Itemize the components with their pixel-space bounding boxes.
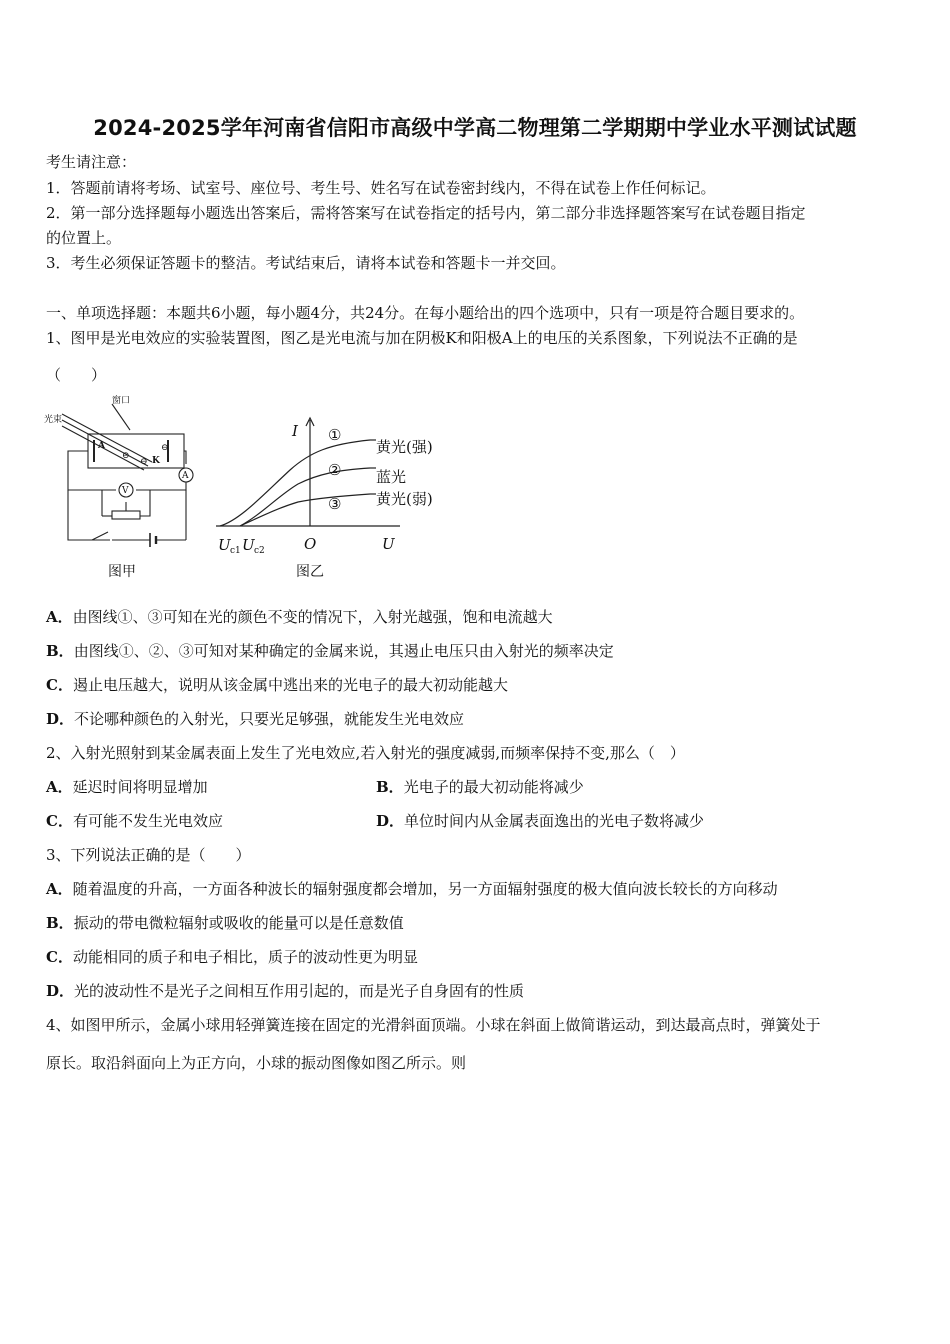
question-1-option-d: D．不论哪种颜色的入射光，只要光足够强，就能发生光电效应 xyxy=(46,710,465,728)
notice-item: 的位置上。 xyxy=(46,229,122,247)
ammeter-icon: A xyxy=(182,471,189,481)
notice-heading: 考生请注意： xyxy=(46,153,137,171)
question-3-stem: 3、下列说法正确的是（ ） xyxy=(46,846,251,864)
iu-graph-labels xyxy=(218,422,433,580)
axis-i-label: I xyxy=(292,422,298,440)
curve-2-marker: ② xyxy=(328,461,342,479)
page-title: 2024-2025学年河南省信阳市高级中学高二物理第二学期期中学业水平测试试题 xyxy=(93,116,857,140)
cathode-label: K xyxy=(152,456,160,466)
apparatus-diagram xyxy=(62,404,193,547)
beam-label: 光束 xyxy=(44,415,63,425)
svg-text:⊖: ⊖ xyxy=(122,451,130,461)
voltmeter-icon: V xyxy=(122,486,129,496)
question-2-option-a: A．延迟时间将明显增加 xyxy=(46,778,208,796)
photoelectric-figure xyxy=(40,392,460,587)
curve-1-label: 黄光(强) xyxy=(376,438,433,456)
figure-jia-label: 图甲 xyxy=(108,564,136,580)
curve-1-marker: ① xyxy=(328,426,342,444)
question-2-option-c: C．有可能不发生光电效应 xyxy=(46,812,223,830)
curve-2-label: 蓝光 xyxy=(376,468,407,486)
question-1-option-a: A．由图线①、③可知在光的颜色不变的情况下，入射光越强，饱和电流越大 xyxy=(46,608,553,626)
curve-3-label: 黄光(弱) xyxy=(376,490,433,508)
question-4-stem: 4、如图甲所示，金属小球用轻弹簧连接在固定的光滑斜面顶端。小球在斜面上做简谐运动，到达最高点时，弹簧处于 xyxy=(46,1016,821,1034)
question-3-option-a: A．随着温度的升高，一方面各种波长的辐射强度都会增加，另一方面辐射强度的极大值向波长较长的方向移动 xyxy=(46,880,778,898)
question-1-option-b: B．由图线①、②、③可知对某种确定的金属来说，其遏止电压只由入射光的频率决定 xyxy=(46,642,614,660)
question-3-option-d: D．光的波动性不是光子之间相互作用引起的，而是光子自身固有的性质 xyxy=(46,982,525,1000)
question-3-option-b: B．振动的带电微粒辐射或吸收的能量可以是任意数值 xyxy=(46,914,404,932)
question-1-paren: （ ） xyxy=(46,366,107,384)
uc1-label: U xyxy=(218,536,231,554)
curve-3-marker: ③ xyxy=(328,495,342,513)
uc2-label: U xyxy=(242,536,255,554)
question-3-option-c: C．动能相同的质子和电子相比，质子的波动性更为明显 xyxy=(46,948,418,966)
question-2-stem: 2、入射光照射到某金属表面上发生了光电效应,若入射光的强度减弱,而频率保持不变,那么（ ） xyxy=(46,744,685,762)
anode-label: A xyxy=(98,441,105,451)
figure-yi-label: 图乙 xyxy=(296,564,324,580)
window-label: 窗口 xyxy=(112,396,131,406)
origin-label: O xyxy=(304,535,317,553)
notice-item: 1．答题前请将考场、试室号、座位号、考生号、姓名写在试卷密封线内，不得在试卷上作任何标记。 xyxy=(46,179,716,197)
uc1-subscript: c1 xyxy=(230,546,241,556)
question-4-stem-cont: 原长。取沿斜面向上为正方向，小球的振动图像如图乙所示。则 xyxy=(46,1054,467,1072)
section-heading: 一、单项选择题：本题共6小题，每小题4分，共24分。在每小题给出的四个选项中，只有一项是符合题目要求的。 xyxy=(46,304,805,322)
notice-item: 2．第一部分选择题每小题选出答案后，需将答案写在试卷指定的括号内，第二部分非选择题答案写在试卷题目指定 xyxy=(46,204,806,222)
notice-item: 3．考生必须保证答题卡的整洁。考试结束后，请将本试卷和答题卡一并交回。 xyxy=(46,254,566,272)
question-2-option-d: D．单位时间内从金属表面逸出的光电子数将减少 xyxy=(376,812,705,830)
question-2-option-b: B．光电子的最大初动能将减少 xyxy=(376,778,584,796)
axis-u-label: U xyxy=(382,535,395,553)
svg-text:⊖: ⊖ xyxy=(161,443,169,453)
svg-text:⊖: ⊖ xyxy=(140,457,148,467)
uc2-subscript: c2 xyxy=(254,546,265,556)
iu-graph xyxy=(216,418,400,526)
curve-1 xyxy=(220,440,370,526)
question-1-stem: 1、图甲是光电效应的实验装置图，图乙是光电流与加在阴极K和阳极A上的电压的关系图象，下列说法不正确的是 xyxy=(46,329,798,347)
question-1-option-c: C．遏止电压越大，说明从该金属中逃出来的光电子的最大初动能越大 xyxy=(46,676,508,694)
